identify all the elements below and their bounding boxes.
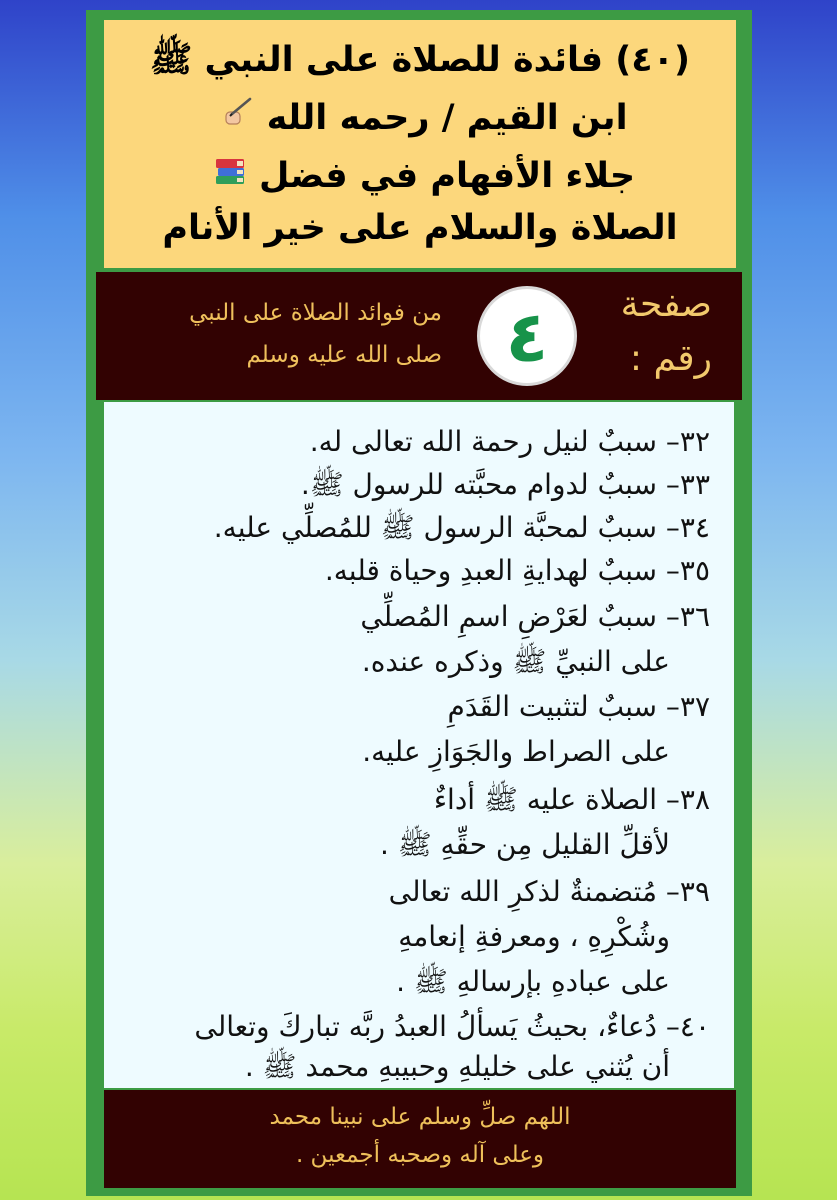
list-item: لأقلِّ القليل مِن حقِّهِ ﷺ . [380, 828, 670, 861]
book-title-line1 [104, 152, 736, 201]
section-subtitle-line1: من فوائد الصلاة على النبي [189, 300, 442, 326]
post-card [86, 10, 752, 1196]
title-header [104, 20, 736, 268]
list-item: ٤٠– دُعاءٌ، بحيثُ يَسألُ العبدُ ربَّه تباركَ وتعالى [194, 1010, 710, 1043]
list-item: ٣٨– الصلاة عليه ﷺ أداءٌ [433, 783, 710, 816]
list-item: ٣٦– سببٌ لعَرْضِ اسمِ المُصلِّي [360, 600, 710, 633]
benefits-list [104, 402, 734, 1088]
list-item: ٣٧– سببٌ لتثبيت القَدَمِ [447, 690, 710, 723]
list-item: على عبادهِ بإرسالهِ ﷺ . [396, 965, 670, 998]
list-item: على الصراط والجَوَازِ عليه. [362, 735, 670, 768]
page-number-badge: ٤ [477, 286, 577, 386]
list-item: ٣٢– سببٌ لنيل رحمة الله تعالى له. [309, 425, 710, 458]
prayer-line2: وعلى آله وصحبه أجمعين . [295, 1142, 545, 1168]
book-title-line2: الصلاة والسلام على خير الأنام [162, 208, 678, 248]
list-item: وشُكْرِهِ ، ومعرفةِ إنعامهِ [398, 920, 670, 953]
author-line [104, 94, 736, 143]
list-item: ٣٣– سببٌ لدوام محبَّته للرسول ﷺ. [300, 468, 710, 501]
page-label: صفحة [620, 284, 712, 325]
list-item: على النبيِّ ﷺ وذكره عنده. [361, 645, 670, 678]
author-text: ابن القيم / رحمه الله [266, 98, 628, 138]
list-item: ٣٤– سببٌ لمحبَّة الرسول ﷺ للمُصلِّي عليه. [213, 511, 710, 544]
prayer-line1: اللهم صلِّ وسلم على نبينا محمد [269, 1104, 571, 1130]
number-label: رقم : [629, 338, 712, 379]
list-item: أن يُثني على خليلهِ وحبيبهِ محمد ﷺ . [244, 1050, 670, 1083]
page-number-band [96, 272, 742, 400]
section-subtitle-line2: صلى الله عليه وسلم [246, 342, 442, 368]
closing-prayer [104, 1090, 736, 1188]
list-item: ٣٥– سببٌ لهدايةِ العبدِ وحياة قلبه. [324, 554, 710, 587]
title-line: (٤٠) فائدة للصلاة على النبي ﷺ [150, 40, 690, 80]
writing-hand-icon [220, 95, 254, 143]
book-title-text: جلاء الأفهام في فضل [259, 156, 636, 196]
books-icon [213, 153, 247, 201]
list-item: ٣٩– مُتضمنةٌ لذكرِ الله تعالى [388, 875, 710, 908]
